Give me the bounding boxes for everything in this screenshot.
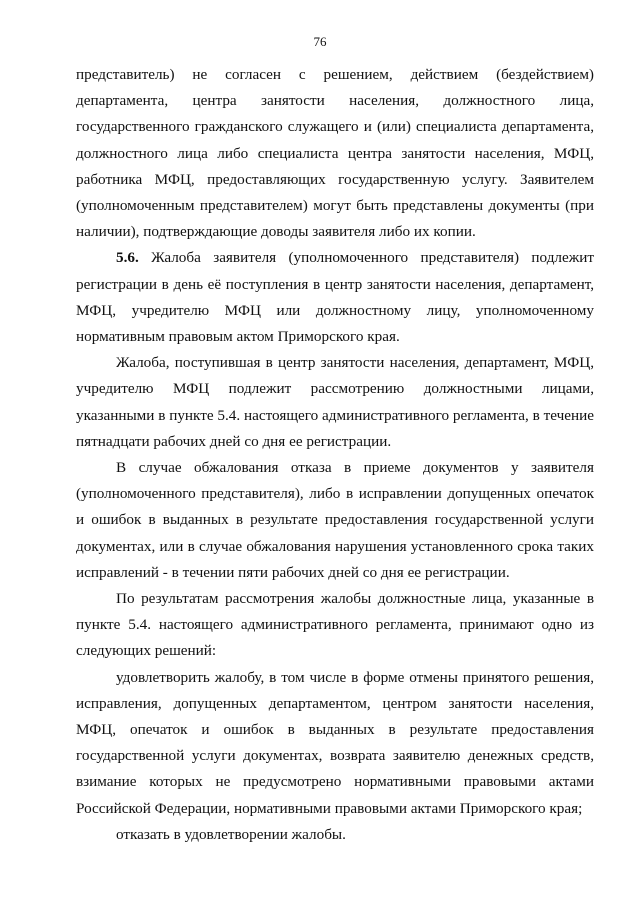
document-body — [76, 62, 594, 848]
paragraph-text: Жалоба, поступившая в центр занятости населения, департамент, МФЦ, учредителю МФЦ подлежит рассмотрению должностными лицами, указанными в пункте 5.4. настоящего административного регламента, в течение пятнадцати рабочих дней со дня ее регистрации. — [76, 354, 594, 450]
paragraph-section-5-6 — [76, 245, 594, 350]
paragraph-text: Жалоба заявителя (уполномоченного представителя) подлежит регистрации в день её поступления в центр занятости населения, департамент, МФЦ, учредителю МФЦ или должностному лицу, уполномоченному нормативным правовым актом Приморского края. — [76, 249, 594, 346]
page-number: 76 — [313, 34, 327, 49]
paragraph-text: удовлетворить жалобу, в том числе в форме отмены принятого решения, исправления, допущенных департаментом, центром занятости населения, МФЦ, опечаток и ошибок в выданных в результате предоставления государственной услуги документах, возврата заявителю денежных средств, взимание которых не предусмотрено нормативными правовыми актами Российской Федерации, нормативными правовыми актами Приморского края; — [76, 668, 594, 817]
paragraph-review-term — [76, 350, 594, 455]
paragraph-text: отказать в удовлетворении жалобы. — [116, 825, 346, 843]
paragraph-text: представитель) не согласен с решением, действием (бездействием) департамента, центра занятости населения, должностного лица, государственного гражданского служащего и (или) специалиста департамента, должностного лица либо специалиста центра занятости населения, МФЦ, работника МФЦ, предоставляющих государственную услугу. Заявителем (уполномоченным представителем) могут быть представлены документы (при наличии), подтверждающие доводы заявителя либо их копии. — [76, 66, 594, 241]
paragraph-decision-refuse — [76, 822, 594, 848]
paragraph-decision-satisfy — [76, 665, 594, 822]
paragraph-review-results — [76, 586, 594, 665]
paragraph-refusal-appeal — [76, 455, 594, 586]
paragraph-text: В случае обжалования отказа в приеме документов у заявителя (уполномоченного представителя), либо в исправлении допущенных опечаток и ошибок в выданных в результате предоставления государственной услуги документах, или в случае обжалования нарушения установленного срока таких исправлений - в течении пяти рабочих дней со дня ее регистрации. — [76, 459, 594, 581]
section-number: 5.6. — [116, 249, 139, 267]
paragraph-text: По результатам рассмотрения жалобы должностные лица, указанные в пункте 5.4. настоящего административного регламента, принимают одно из следующих решений: — [76, 590, 594, 660]
paragraph-complainant-documents — [76, 62, 594, 245]
